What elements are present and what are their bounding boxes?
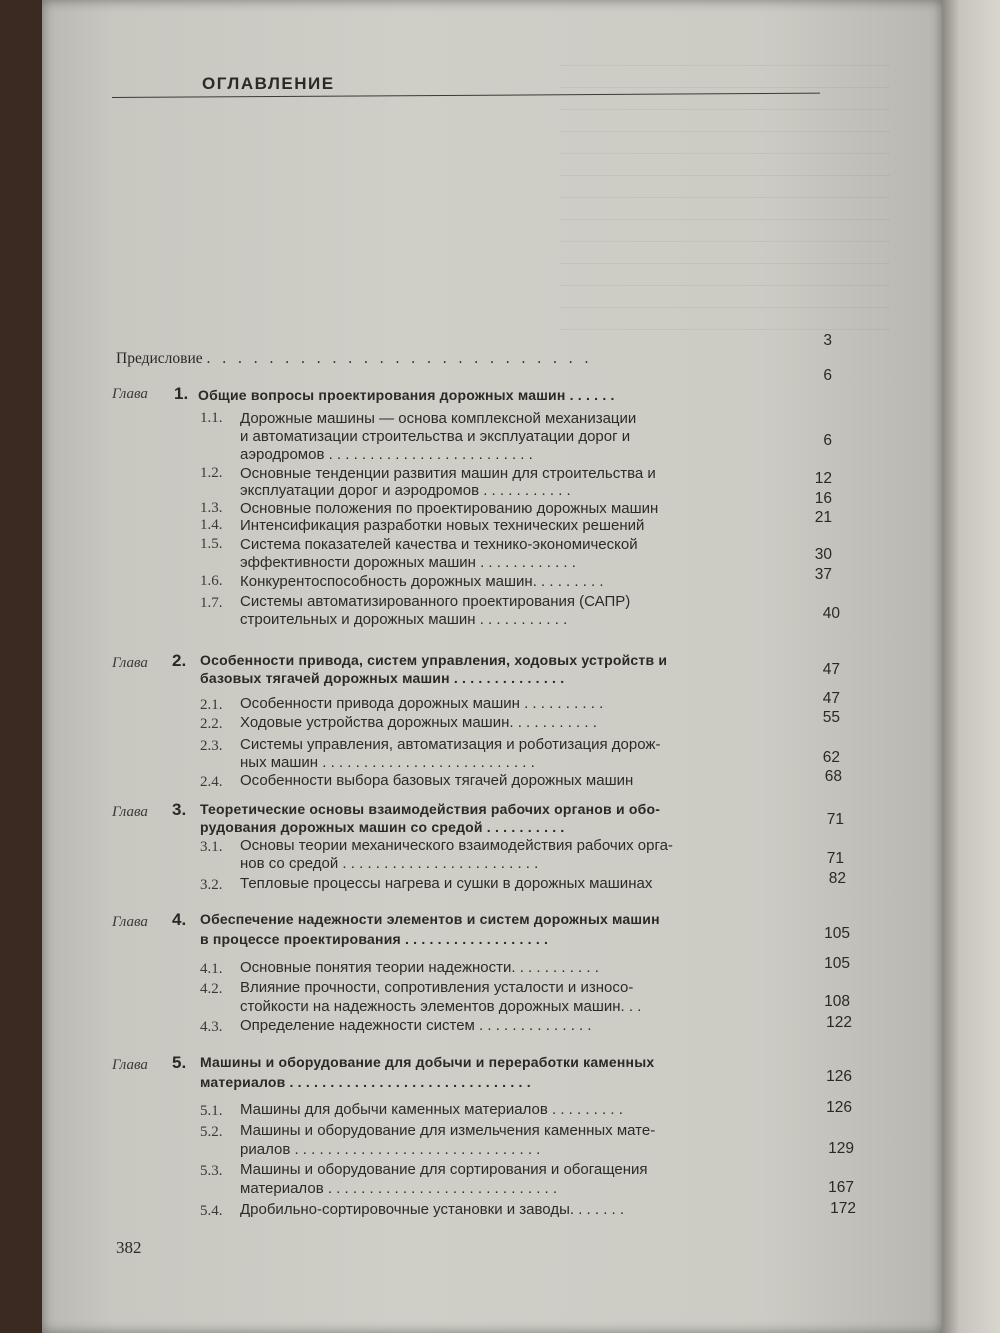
chapter-label: Глава — [112, 1057, 148, 1073]
chapter-number: 2. — [172, 651, 187, 670]
section-number: 2.3. — [200, 738, 223, 754]
chapter-page: 47 — [822, 661, 840, 678]
chapter-number: 5. — [172, 1053, 187, 1072]
section-page: 108 — [824, 993, 850, 1010]
section-number: 1.4. — [200, 517, 223, 533]
section-title-line: Основные понятия теории надежности. . . . . . . . . . . — [240, 959, 599, 976]
chapter-page: 71 — [826, 811, 844, 828]
section-title-line: строительных и дорожных машин . . . . . . . . . . . — [240, 611, 568, 628]
section-title-line: Ходовые устройства дорожных машин. . . . . . . . . . . — [240, 714, 597, 731]
section-number: 5.4. — [200, 1203, 223, 1219]
section-title-line: Основные тенденции развития машин для строительства и — [240, 465, 656, 482]
chapter-number: 3. — [172, 800, 187, 819]
preface-page: 3 — [823, 332, 832, 349]
section-number: 1.7. — [200, 595, 223, 611]
section-number: 1.1. — [200, 410, 223, 426]
section-number: 5.3. — [200, 1163, 223, 1179]
section-title-line: Дробильно-сортировочные установки и заводы. . . . . . . — [240, 1201, 625, 1218]
preface-entry — [116, 350, 592, 368]
section-page: 126 — [826, 1099, 852, 1116]
section-title-line: Тепловые процессы нагрева и сушки в дорожных машинах — [240, 875, 653, 892]
section-title-line: Машины для добычи каменных материалов . . . . . . . . . — [240, 1101, 623, 1118]
chapter-title: Общие вопросы проектирования дорожных машин . . . . . . — [198, 387, 615, 403]
chapter-title: базовых тягачей дорожных машин . . . . . . . . . . . . . . — [200, 670, 565, 686]
section-number: 3.2. — [200, 877, 223, 893]
preface-leader: . . . . . . . . . . . . . . . . . . . . . . . . . — [206, 350, 593, 367]
section-page: 30 — [814, 546, 832, 563]
chapter-title: Обеспечение надежности элементов и систем дорожных машин — [200, 911, 660, 927]
section-title-line: Система показателей качества и технико-экономической — [240, 536, 638, 553]
section-page: 167 — [828, 1179, 854, 1196]
chapter-title: Особенности привода, систем управления, ходовых устройств и — [200, 652, 668, 668]
section-number: 4.2. — [200, 981, 223, 997]
section-page: 16 — [814, 490, 832, 507]
section-number: 2.4. — [200, 774, 223, 790]
section-title-line: ных машин . . . . . . . . . . . . . . . . . . . . . . . . . . — [240, 754, 535, 771]
section-title-line: Интенсификация разработки новых технических решений — [240, 517, 645, 534]
section-number: 4.1. — [200, 961, 223, 977]
chapter-title: Теоретические основы взаимодействия рабочих органов и обо- — [200, 801, 661, 817]
section-title-line: стойкости на надежность элементов дорожных машин. . . — [240, 998, 642, 1015]
section-page: 129 — [828, 1140, 854, 1157]
section-title-line: эксплуатации дорог и аэродромов . . . . . . . . . . . — [240, 482, 571, 499]
chapter-title: материалов . . . . . . . . . . . . . . . . . . . . . . . . . . . . . . — [200, 1074, 531, 1090]
chapter-page: 105 — [824, 925, 850, 942]
section-page: 21 — [814, 509, 832, 526]
chapter-page: 6 — [823, 367, 832, 384]
section-number: 1.5. — [200, 536, 223, 552]
section-title-line: Влияние прочности, сопротивления усталости и износо- — [240, 979, 634, 996]
section-page: 37 — [814, 566, 832, 583]
section-title-line: Машины и оборудование для сортирования и обогащения — [240, 1161, 648, 1178]
section-number: 1.6. — [200, 573, 223, 589]
section-title-line: Системы автоматизированного проектирования (САПР) — [240, 593, 631, 610]
section-page: 6 — [823, 432, 832, 449]
section-number: 1.3. — [200, 500, 223, 516]
chapter-number: 4. — [172, 910, 187, 929]
section-number: 5.1. — [200, 1103, 223, 1119]
section-title-line: Основные положения по проектированию дорожных машин — [240, 500, 659, 517]
chapter-title: в процессе проектирования . . . . . . . . . . . . . . . . . . — [200, 931, 549, 947]
section-number: 1.2. — [200, 465, 223, 481]
section-title-line: Основы теории механического взаимодействия рабочих орга- — [240, 837, 673, 854]
section-page: 62 — [822, 749, 840, 766]
section-title-line: Особенности привода дорожных машин . . . . . . . . . . — [240, 695, 604, 712]
chapter-label: Глава — [112, 804, 148, 820]
section-number: 4.3. — [200, 1019, 223, 1035]
section-title-line: эффективности дорожных машин . . . . . . . . . . . . — [240, 554, 576, 571]
toc-heading: ОГЛАВЛЕНИЕ — [202, 74, 335, 93]
section-title-line: аэродромов . . . . . . . . . . . . . . . . . . . . . . . . . — [240, 446, 533, 463]
section-page: 71 — [826, 850, 844, 867]
section-page: 105 — [824, 955, 850, 972]
section-title-line: нов со средой . . . . . . . . . . . . . . . . . . . . . . . . — [240, 855, 539, 872]
show-through-text — [560, 60, 890, 330]
section-title-line: Машины и оборудование для измельчения каменных мате- — [240, 1122, 656, 1139]
section-page: 122 — [826, 1014, 852, 1031]
chapter-page: 126 — [826, 1068, 852, 1085]
chapter-title: рудования дорожных машин со средой . . . . . . . . . . — [200, 819, 565, 835]
section-title-line: Конкурентоспособность дорожных машин. . . . . . . . . — [240, 573, 604, 590]
page-number: 382 — [116, 1238, 142, 1257]
section-title-line: и автоматизации строительства и эксплуатации дорог и — [240, 428, 631, 445]
section-number: 2.2. — [200, 716, 223, 732]
section-page: 12 — [814, 470, 832, 487]
chapter-number: 1. — [174, 384, 189, 403]
section-number: 2.1. — [200, 697, 223, 713]
section-page: 172 — [830, 1200, 856, 1217]
chapter-label: Глава — [112, 386, 148, 402]
chapter-label: Глава — [112, 655, 148, 671]
book-page-edge — [942, 0, 1000, 1333]
section-title-line: материалов . . . . . . . . . . . . . . . . . . . . . . . . . . . . — [240, 1180, 558, 1197]
chapter-label: Глава — [112, 914, 148, 930]
section-page: 68 — [824, 768, 842, 785]
chapter-title: Машины и оборудование для добычи и переработки каменных — [200, 1054, 655, 1070]
section-page: 40 — [822, 605, 840, 622]
section-title-line: риалов . . . . . . . . . . . . . . . . . . . . . . . . . . . . . . — [240, 1141, 541, 1158]
section-page: 47 — [822, 690, 840, 707]
section-page: 55 — [822, 709, 840, 726]
section-number: 3.1. — [200, 839, 223, 855]
section-title-line: Особенности выбора базовых тягачей дорожных машин — [240, 772, 634, 789]
section-number: 5.2. — [200, 1124, 223, 1140]
section-title-line: Системы управления, автоматизация и роботизация дорож- — [240, 736, 661, 753]
section-title-line: Определение надежности систем . . . . . . . . . . . . . . — [240, 1017, 592, 1034]
section-title-line: Дорожные машины — основа комплексной механизации — [240, 410, 637, 427]
preface-label: Предисловие — [116, 350, 203, 367]
section-page: 82 — [828, 870, 846, 887]
